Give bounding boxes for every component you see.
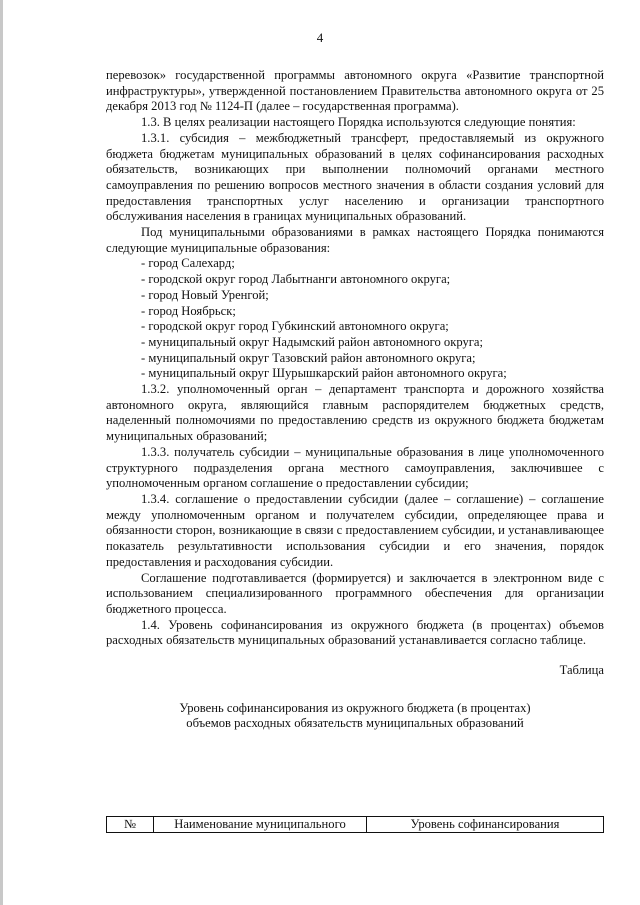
list-item-municipality: - городской округ город Лабытнанги автономного округа; bbox=[141, 272, 451, 287]
list-item-municipality: - город Ноябрьск; bbox=[141, 303, 236, 318]
table-title-line-2: объемов расходных обязательств муниципальных образований bbox=[186, 716, 524, 731]
cofinancing-table bbox=[106, 816, 604, 833]
column-header-level: Уровень софинансирования bbox=[367, 817, 604, 833]
document-body bbox=[106, 68, 604, 732]
paragraph-1-3-2: 1.3.2. уполномоченный орган – департамент транспорта и дорожного хозяйства автономного округа, являющийся главным распорядителем бюджетных средств, наделенный полномочиями по предоставлению средств из окружного бюджета бюджетам муниципальных образований; bbox=[106, 382, 604, 444]
paragraph-1-3-4: 1.3.4. соглашение о предоставлении субсидии (далее – соглашение) – соглашение между уполномоченным органом и получателем субсидии, определяющее права и обязанности сторон, возникающие в связи с предоставлением субсидии, и устанавливающее показатель результативности использования субсидии и его значения, порядок предоставления и расходования субсидии. bbox=[106, 491, 604, 569]
paragraph-1-4: 1.4. Уровень софинансирования из окружного бюджета (в процентах) объемов расходных обязательств муниципальных образований устанавливается согласно таблице. bbox=[106, 617, 604, 648]
paragraph-municipalities-intro: Под муниципальными образованиями в рамках настоящего Порядка понимаются следующие муниципальные образования: bbox=[106, 225, 604, 255]
list-item-municipality: - муниципальный округ Шурышкарский район автономного округа; bbox=[141, 366, 507, 381]
table-caption: Таблица bbox=[559, 663, 604, 678]
paragraph-1-3-1: 1.3.1. субсидия – межбюджетный трансферт, предоставляемый из окружного бюджета бюджетам муниципальных образований в целях софинансирования расходных обязательств, возникающих при выполнении полномочий органами местного самоуправления по решению вопросов местного значения в области создания условий для предоставления транспортных услуг населению и организации транспортного обслуживания населения в границах муниципальных образований. bbox=[106, 130, 604, 224]
list-item-municipality: - город Салехард; bbox=[141, 256, 235, 271]
paragraph-agreement: Соглашение подготавливается (формируется) и заключается в электронном виде с использованием специализированного программного обеспечения для организации бюджетного процесса. bbox=[106, 570, 604, 616]
table-title bbox=[106, 701, 604, 732]
list-item-municipality: - муниципальный округ Надымский район автономного округа; bbox=[141, 334, 484, 349]
paragraph-intro: перевозок» государственной программы автономного округа «Развитие транспортной инфраструктуры», утвержденной постановлением Правительства автономного округа от 25 декабря 2013 год № 1124-П (далее – государственная программа). bbox=[106, 68, 604, 114]
column-header-name: Наименование муниципального bbox=[154, 817, 367, 833]
paragraph-1-3-3: 1.3.3. получатель субсидии – муниципальные образования в лице уполномоченного структурного подразделения органа местного самоуправления, заключившее с уполномоченным органом соглашение о предоставлении субсидии; bbox=[106, 444, 604, 491]
page-edge bbox=[0, 0, 3, 905]
table-title-line-1: Уровень софинансирования из окружного бюджета (в процентах) bbox=[179, 700, 531, 715]
column-header-number: № bbox=[107, 817, 154, 833]
paragraph-1-3: 1.3. В целях реализации настоящего Порядка используются следующие понятия: bbox=[141, 115, 576, 130]
list-item-municipality: - город Новый Уренгой; bbox=[141, 287, 269, 302]
page-number: 4 bbox=[316, 30, 324, 45]
list-item-municipality: - муниципальный округ Тазовский район автономного округа; bbox=[141, 350, 476, 365]
table-header-row bbox=[107, 817, 604, 833]
list-item-municipality: - городской округ город Губкинский автономного округа; bbox=[141, 319, 449, 334]
